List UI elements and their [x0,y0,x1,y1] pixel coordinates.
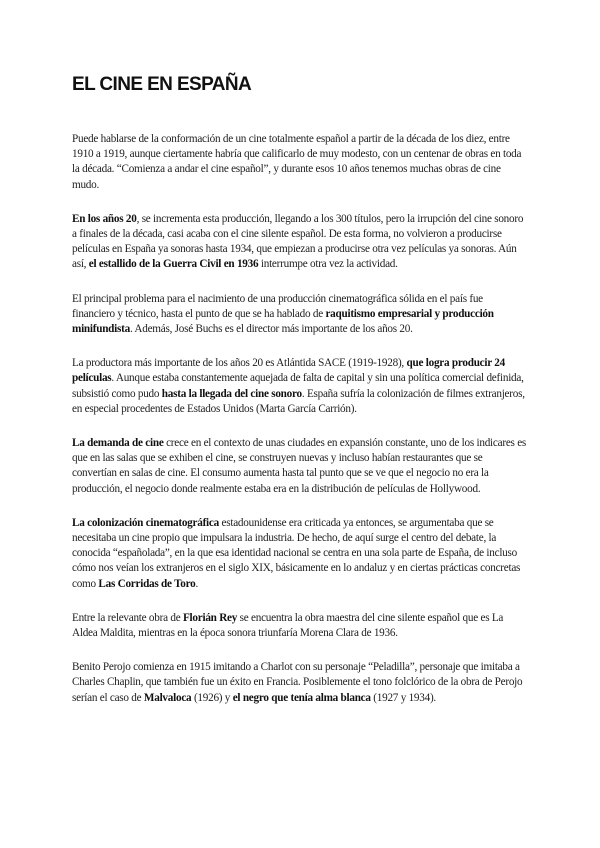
text-run: . España sufría la colonización de filmes extranjeros, en especial procedentes de Estados Unidos (Marta García Carrión). [72,387,525,415]
text-run: Puede hablarse de la conformación de un cine totalmente español a partir de la década de los diez, entre 1910 a 1919, aunque ciertamente habría que calificarlo de muy modesto, con un centenar de obras en toda la década. “Comienza a andar el cine español”, y durante esos 10 años tenemos muchas obras de cine mudo. [72,133,522,191]
text-run: estadounidense era criticada ya entonces, se argumentaba que se necesitaba un cine propio que impulsara la industria. De hecho, de aquí surge el centro del debate, la conocida “españolada”, en la que esa identidad nacional se centra en una sola parte de España, de incluso cómo nos veían los extranjeros en el siglo XIX, básicamente en lo andaluz y en ciertas prácticas concretas como [72,516,521,590]
text-run: crece en el contexto de unas ciudades en expansión constante, uno de los indicares es que en las salas que se exhiben el cine, se construyen nuevas y incluso habían restaurantes que se convertían en salas de cine. El consumo aumenta hasta tal punto que se ve que el negocio no era la producción, el negocio donde realmente estaba era en la distribución de películas de Hollywood. [72,437,527,495]
bold-text: el negro que tenía alma blanca [232,691,371,704]
text-run: Benito Perojo comienza en 1915 imitando a Charlot con su personaje “Peladilla”, personaje que imitaba a Charles Chaplin, que también fue un éxito en Francia. Posiblemente el tono folclórico de la obra de Perojo serían el caso de [72,661,523,704]
paragraph-7 [72,611,528,641]
bold-text: raquitismo empresarial y producción minifundista [72,307,494,336]
bold-text: hasta la llegada del cine sonoro [161,387,302,400]
bold-text: La colonización cinematográfica [72,516,219,529]
page-title: EL CINE EN ESPAÑA [72,74,252,95]
bold-text: Malvaloca [143,691,192,704]
paragraph-3 [72,292,528,338]
bold-text: Florián Rey [182,611,238,624]
text-run: Entre la relevante obra de [72,611,183,624]
text-run: , se incrementa esta producción, llegando a los 300 títulos, pero la irrupción del cine sonoro a finales de la década, casi acaba con el cine silente español. De esta forma, no volvieron a producirse películas en España ya sonoras hasta 1934, que empiezan a producirse otra vez películas ya sonoras. Aún así, [72,212,524,271]
text-run: . Aunque estaba constantemente aquejada de falta de capital y sin una política comercial definida, subsistió como pudo [72,372,524,400]
text-run: . Además, José Buchs es el director más importante de los años 20. [129,323,413,336]
document-body [72,132,528,725]
text-run: (1926) y [191,691,233,704]
text-run: interrumpe otra vez la actividad. [258,258,398,271]
paragraph-6 [72,516,528,592]
text-run: (1927 y 1934). [370,691,436,704]
paragraph-2 [72,212,528,273]
paragraph-1 [72,132,528,193]
paragraph-8 [72,660,528,706]
bold-text: La demanda de cine [72,437,164,450]
text-run: La productora más importante de los años 20 es Atlántida SACE (1919-1928), [72,357,407,370]
bold-text: En los años 20 [72,212,137,225]
text-run: El principal problema para el nacimiento de una producción cinematográfica sólida en el país fue financiero y técnico, hasta el punto de que se ha hablado de [72,292,483,320]
paragraph-4 [72,356,528,417]
bold-text: que logra producir 24 películas [72,357,505,385]
paragraph-5 [72,436,528,497]
text-run: . [195,577,199,590]
text-run: se encuentra la obra maestra del cine silente español que es La Aldea Maldita, mientras en la época sonora triunfaría Morena Clara de 1936. [72,611,504,640]
bold-text: el estallido de la Guerra Civil en 1936 [88,258,259,271]
bold-text: Las Corridas de Toro [98,577,196,590]
